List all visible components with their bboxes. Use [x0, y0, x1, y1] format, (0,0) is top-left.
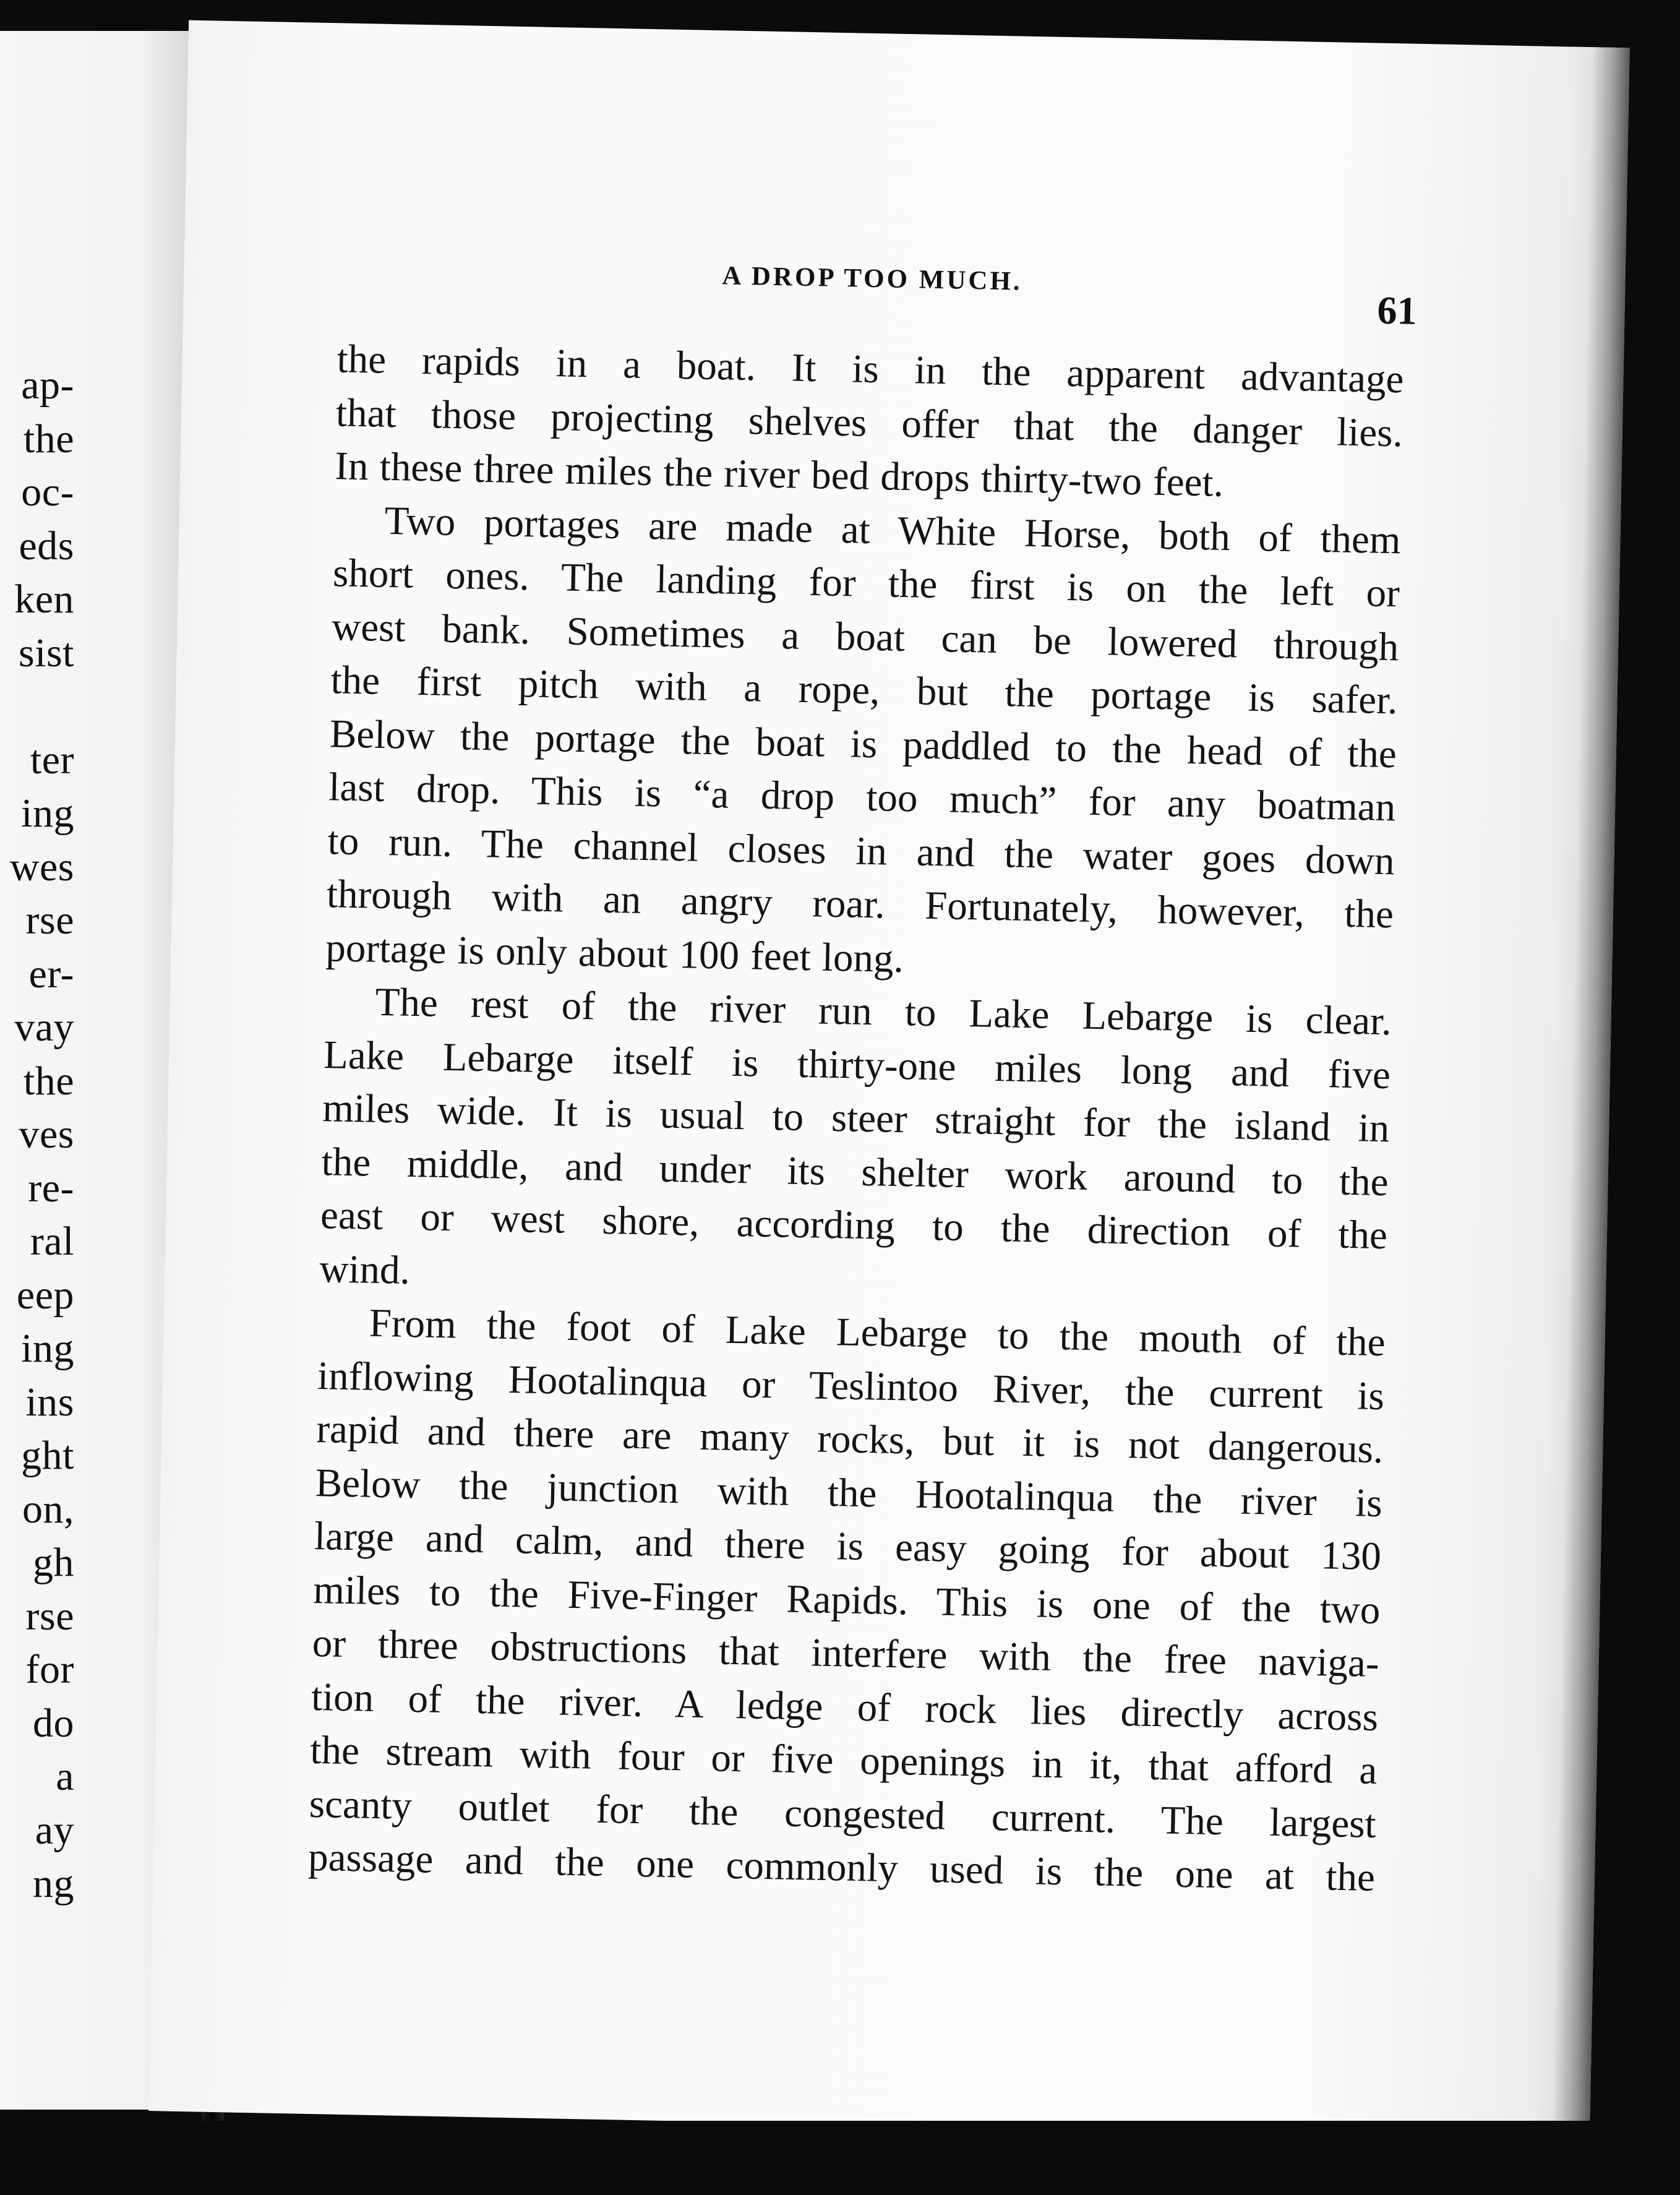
text-line: to run. The channel closes in and the water goes down — [327, 818, 1395, 883]
text-line: In these three miles the river bed drops thirty-two feet. — [334, 444, 1224, 505]
text-line: wind. — [319, 1246, 411, 1293]
text-line: east or west shore, according to the direction of the — [320, 1193, 1388, 1258]
left-page-line: ral — [30, 1219, 74, 1264]
left-page-line: on, — [22, 1486, 74, 1532]
text-line: large and calm, and there is easy going for about 130 — [314, 1513, 1382, 1579]
text-line: Two portages are made at White Horse, both of them — [384, 498, 1402, 562]
text-line: portage is only about 100 feet long. — [325, 925, 904, 981]
left-page-line: ap- — [21, 363, 74, 408]
left-page-line: the — [23, 1058, 74, 1104]
left-page-line: for — [25, 1647, 74, 1692]
left-page-line: er- — [28, 951, 74, 997]
left-page-line: oc- — [21, 470, 74, 515]
left-page-line: ing — [21, 791, 74, 836]
text-line: tion of the river. A ledge of rock lies directly across — [311, 1674, 1379, 1740]
left-page-line: do — [33, 1700, 74, 1746]
text-line: the middle, and under its shelter work around to the — [321, 1139, 1389, 1205]
left-page-line: eds — [19, 523, 74, 569]
left-page-line: ter — [30, 737, 74, 783]
left-page-line: rse — [25, 1593, 74, 1639]
left-page-line: re- — [28, 1165, 74, 1211]
text-line: the first pitch with a rope, but the portage is safer. — [330, 658, 1399, 723]
left-page-line: ves — [19, 1112, 74, 1157]
text-line: that those projecting shelves offer that the danger lies. — [335, 390, 1404, 455]
left-page-line: ing — [21, 1326, 74, 1371]
left-page-line: wes — [9, 844, 74, 890]
page-edge — [1553, 47, 1630, 2139]
left-page-line: the — [23, 416, 74, 462]
text-line: inflowing Hootalinqua or Teslintoo River, the current is — [317, 1353, 1385, 1419]
text-line: short ones. The landing for the first is on the left or — [332, 551, 1400, 616]
left-page-line: ght — [21, 1433, 74, 1478]
text-line: the rapids in a boat. It is in the apparent advantage — [336, 337, 1405, 402]
text-line: The rest of the river run to Lake Lebarge is clear. — [375, 979, 1392, 1044]
text-line: Below the junction with the Hootalinqua the river is — [315, 1460, 1383, 1526]
text-line: miles wide. It is usual to steer straight for the island in — [322, 1086, 1390, 1151]
text-line: From the foot of Lake Lebarge to the mouth of the — [369, 1300, 1386, 1365]
left-page-line: a — [56, 1754, 74, 1799]
text-line: scanty outlet for the congested current. The largest — [309, 1781, 1377, 1847]
left-page-line: ay — [35, 1807, 74, 1853]
left-page-line: vay — [14, 1005, 74, 1050]
left-page-line: ng — [33, 1861, 74, 1906]
left-page-line: ken — [14, 577, 74, 622]
text-line: the stream with four or five openings in it, that afford a — [309, 1727, 1378, 1793]
left-page-line: eep — [16, 1272, 74, 1318]
left-page-line: gh — [33, 1540, 74, 1585]
text-line: rapid and there are many rocks, but it is not dangerous. — [315, 1407, 1384, 1472]
text-line: Lake Lebarge itself is thirty-one miles long and five — [323, 1032, 1391, 1098]
text-line: west bank. Sometimes a boat can be lowered through — [331, 604, 1399, 669]
left-page-line: ins — [25, 1379, 74, 1425]
bottom-shadow — [0, 2121, 1680, 2195]
text-line: Below the portage the boat is paddled to the head of the — [329, 711, 1397, 776]
text-line: last drop. This is “a drop too much” for any boatman — [328, 765, 1396, 830]
running-head: A DROP TOO MUCH. — [721, 261, 1023, 296]
text-line: through with an angry roar. Fortunately, however, the — [326, 872, 1394, 937]
left-page-line: sist — [18, 630, 74, 676]
book-page — [148, 20, 1629, 2139]
page-number: 61 — [1376, 288, 1418, 333]
text-line: miles to the Five-Finger Rapids. This is one of the two — [312, 1567, 1381, 1633]
text-line: or three obstructions that interfere with the free naviga- — [312, 1620, 1380, 1686]
body-text — [307, 332, 1404, 1904]
text-line: passage and the one commonly used is the one at the — [307, 1834, 1376, 1900]
left-page-line: rse — [25, 898, 74, 943]
